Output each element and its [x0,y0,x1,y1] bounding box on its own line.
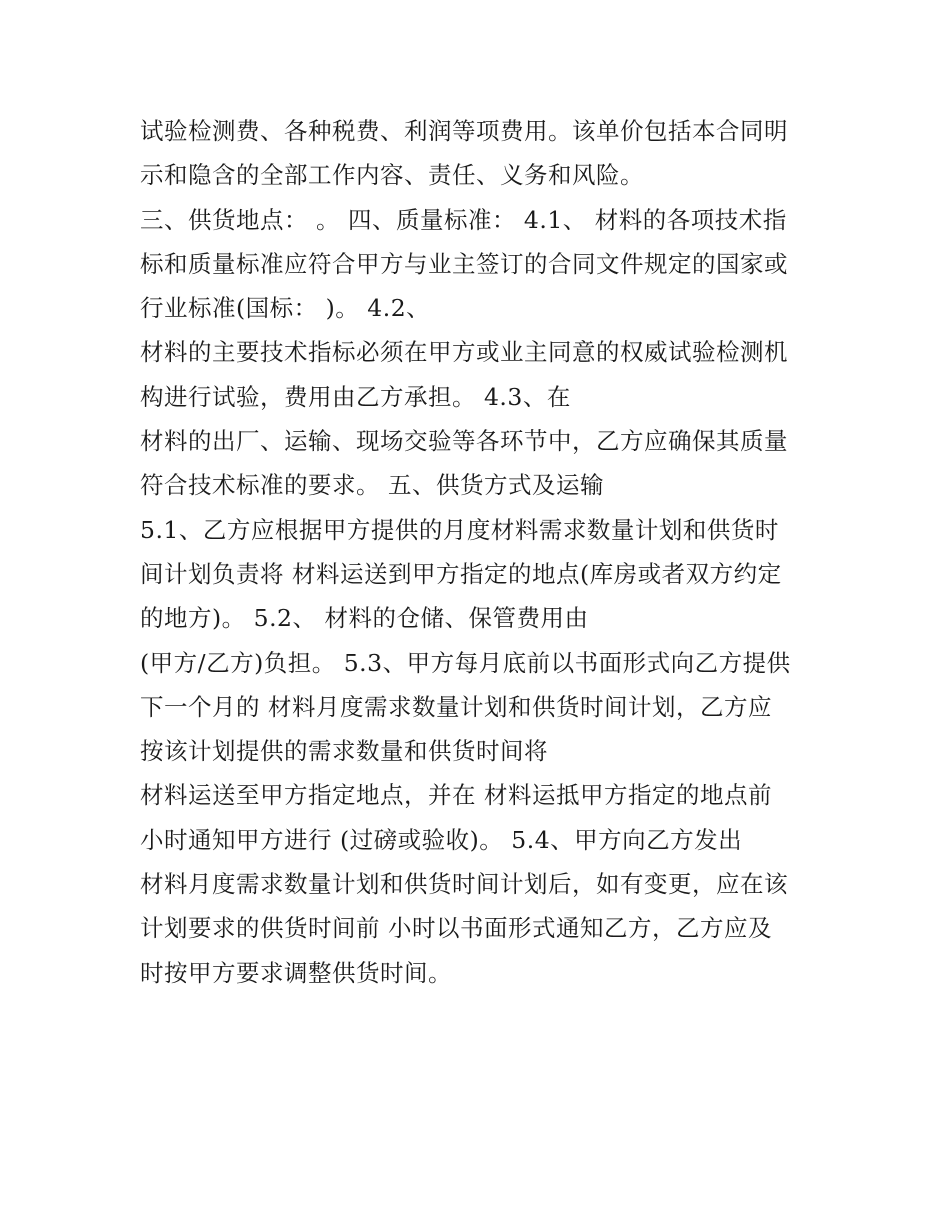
text-line: 的地方)。 5.2、 材料的仓储、保管费用由 [140,604,589,633]
text-line: 试验检测费、各种税费、利润等项费用。该单价包括本合同明 [140,117,788,145]
contract-body-text [140,109,840,995]
text-line: 构进行试验，费用由乙方承担。 4.3、在 [140,382,571,411]
text-line: 示和隐含的全部工作内容、责任、义务和风险。 [140,161,644,190]
text-line: 三、供货地点： 。 四、质量标准： 4.1、 材料的各项技术指 [140,205,787,234]
text-line: 间计划负责将 材料运送到甲方指定的地点(库房或者双方约定 [140,559,782,588]
text-line: 行业标准(国标： )。 4.2、 [140,294,431,323]
text-line: 材料月度需求数量计划和供货时间计划后，如有变更，应在该 [140,870,788,899]
text-line: (甲方/乙方)负担。 5.3、甲方每月底前以书面形式向乙方提供 [140,648,791,677]
text-line: 材料的出厂、运输、现场交验等各环节中，乙方应确保其质量 [140,427,788,456]
text-line: 符合技术标准的要求。 五、供货方式及运输 [140,471,604,500]
text-line: 时按甲方要求调整供货时间。 [140,958,452,987]
text-line: 按该计划提供的需求数量和供货时间将 [140,737,548,766]
text-line: 下一个月的 材料月度需求数量计划和供货时间计划，乙方应 [140,692,772,721]
text-line: 计划要求的供货时间前 小时以书面形式通知乙方，乙方应及 [140,914,772,943]
text-line: 材料的主要技术指标必须在甲方或业主同意的权威试验检测机 [140,338,788,367]
text-line: 小时通知甲方进行 (过磅或验收)。 5.4、甲方向乙方发出 [140,825,743,854]
text-line: 标和质量标准应符合甲方与业主签订的合同文件规定的国家或 [140,249,788,278]
text-line: 材料运送至甲方指定地点，并在 材料运抵甲方指定的地点前 [140,781,772,810]
text-line: 5.1、乙方应根据甲方提供的月度材料需求数量计划和供货时 [140,515,779,544]
